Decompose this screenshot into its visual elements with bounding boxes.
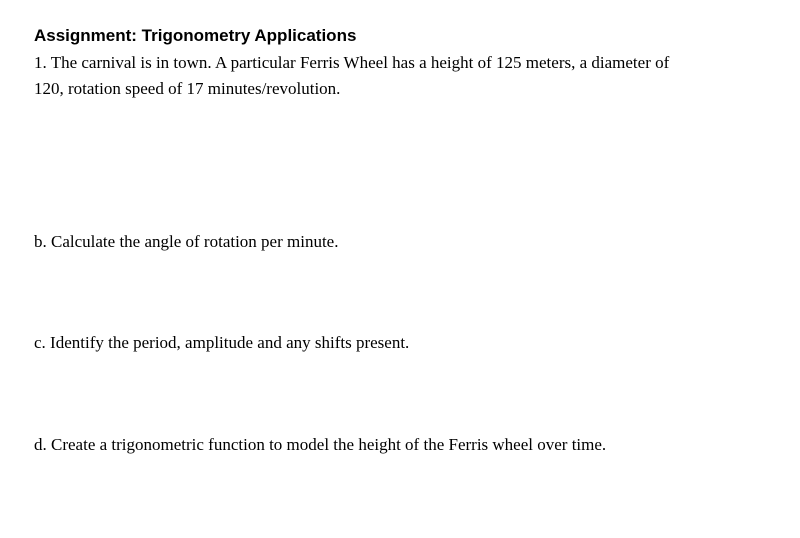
- question-part-c: c. Identify the period, amplitude and any shifts present.: [34, 333, 410, 352]
- question-part-d: d. Create a trigonometric function to model the height of the Ferris wheel over time.: [34, 435, 607, 454]
- question-1-line-2: 120, rotation speed of 17 minutes/revolution.: [34, 79, 341, 98]
- question-part-b: b. Calculate the angle of rotation per minute.: [34, 232, 339, 251]
- question-1: [34, 50, 774, 102]
- assignment-title: Assignment: Trigonometry Applications: [34, 26, 357, 45]
- question-1-line-1: 1. The carnival is in town. A particular Ferris Wheel has a height of 125 meters, a diameter of: [34, 53, 670, 72]
